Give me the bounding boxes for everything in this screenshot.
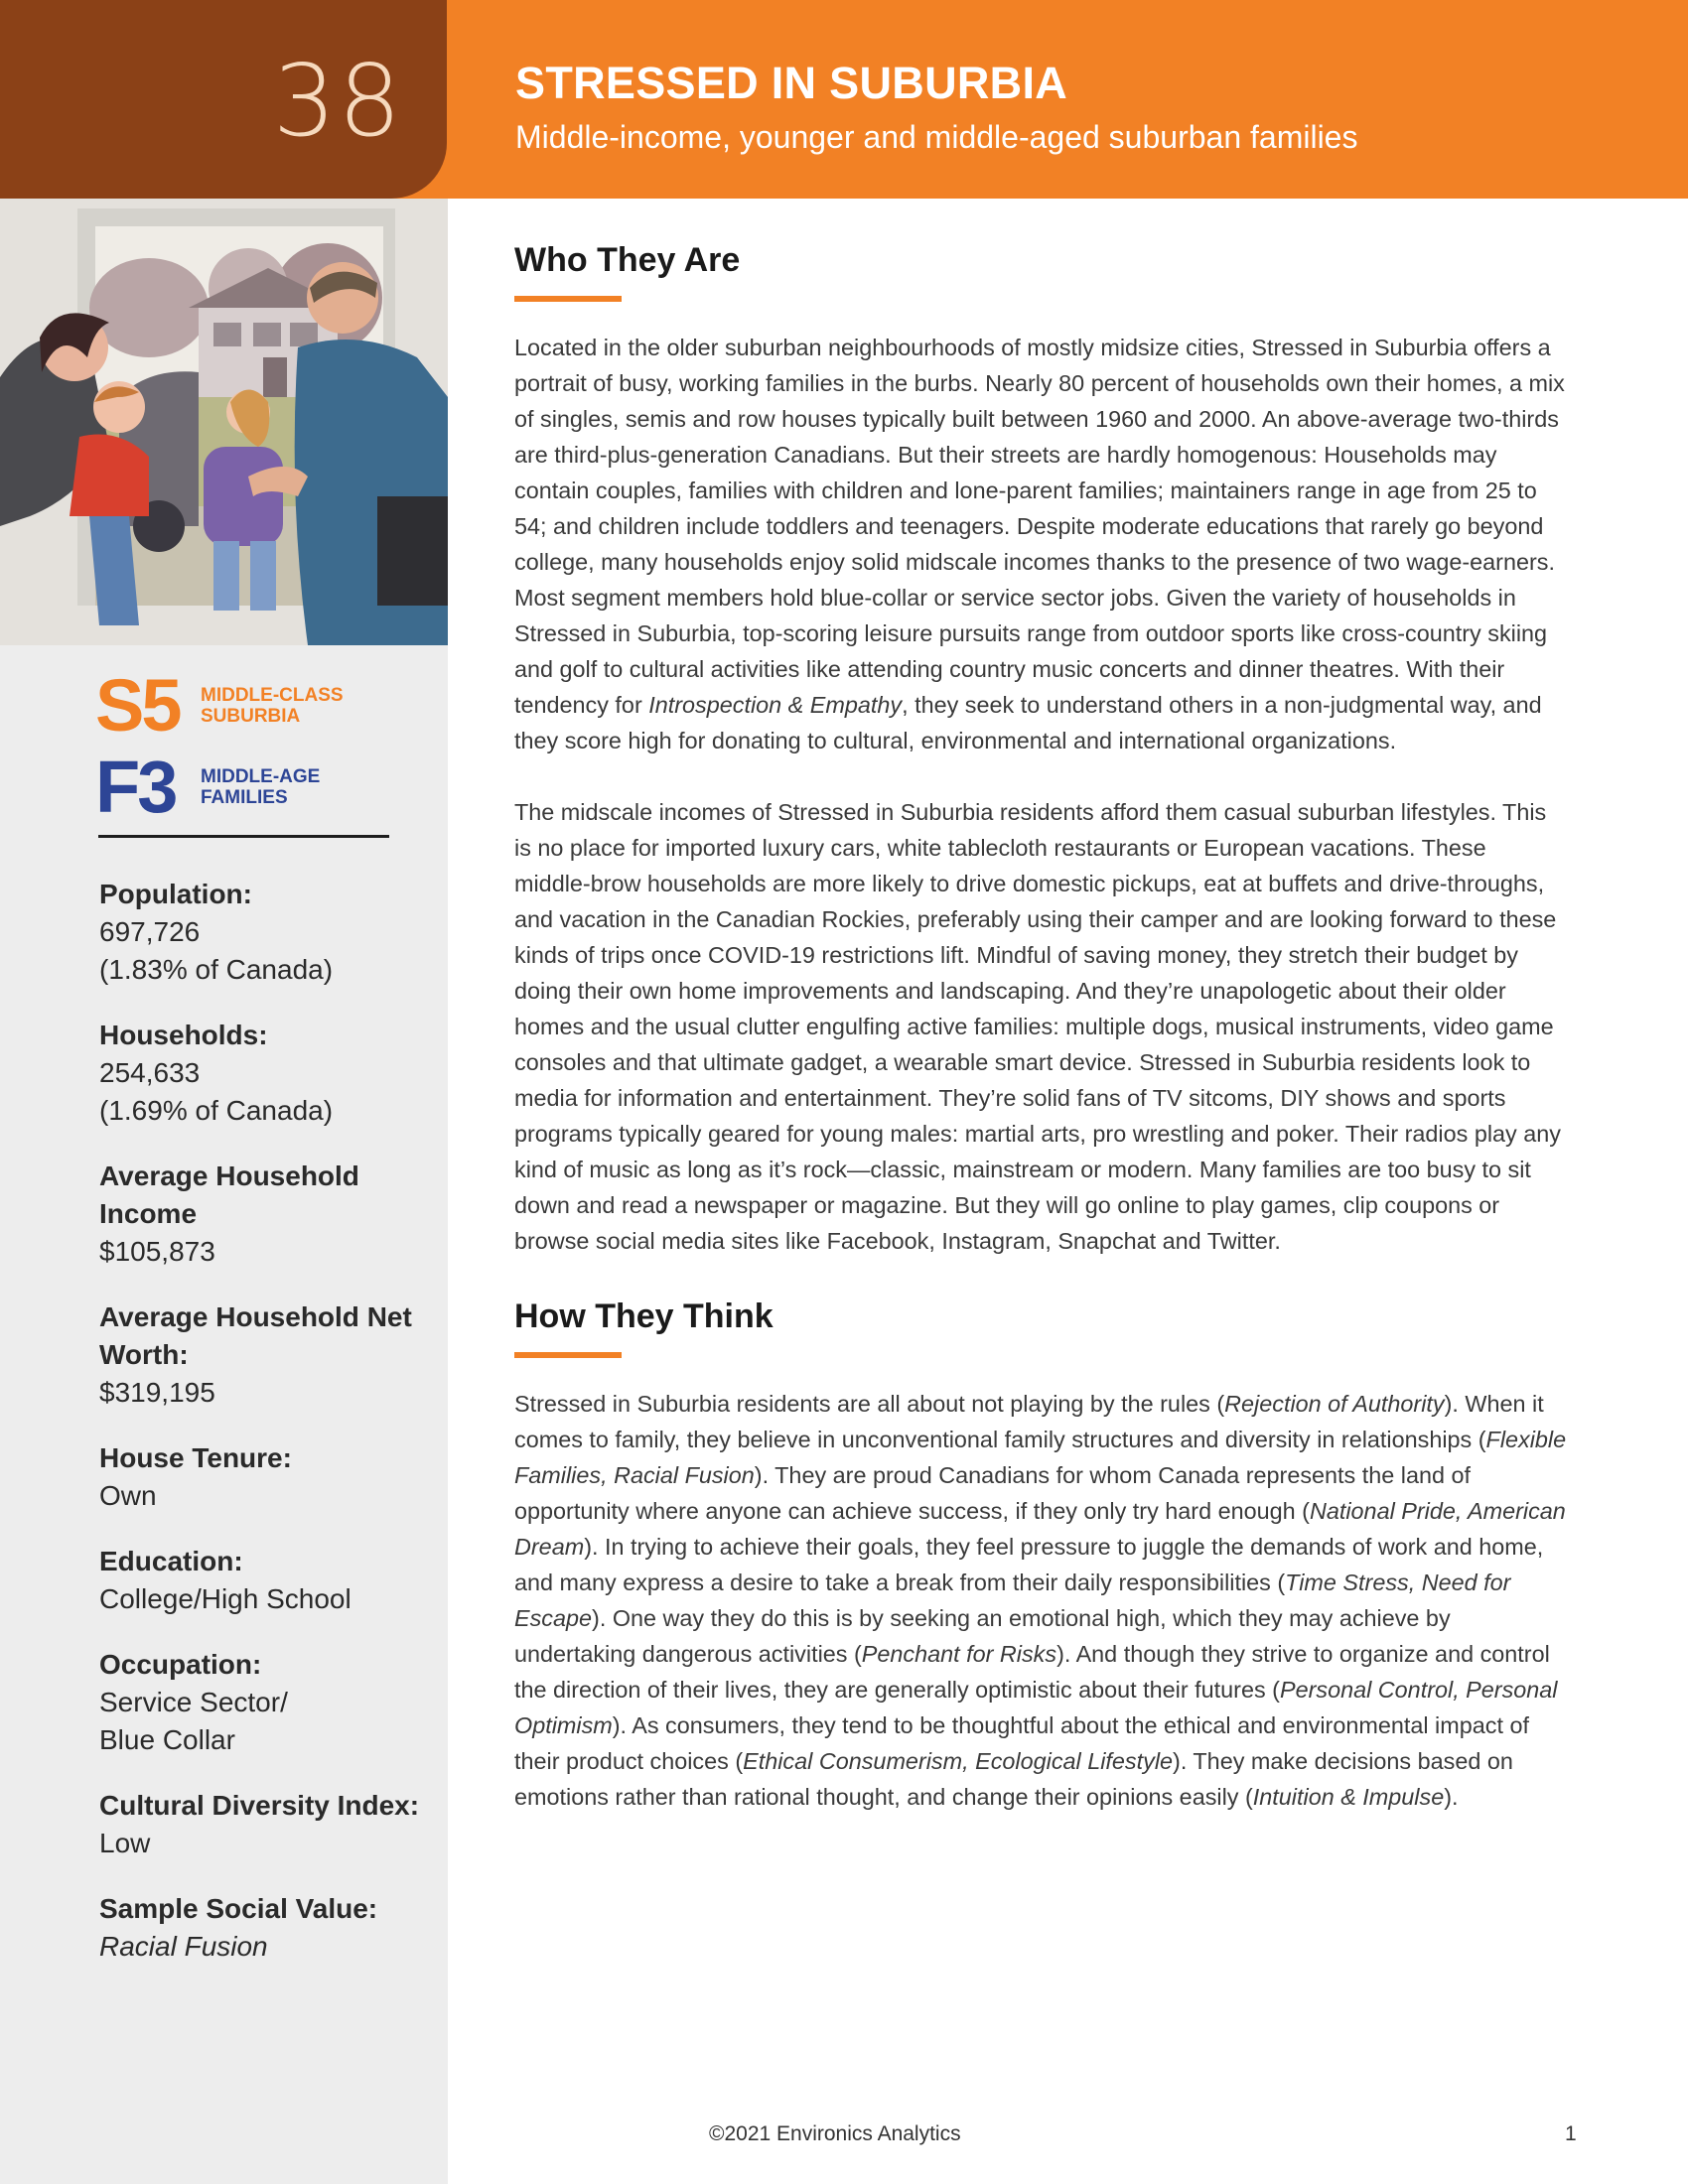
stat-label: Sample Social Value:: [99, 1893, 378, 1924]
stat-value: 697,726 (1.83% of Canada): [99, 916, 334, 985]
segment-codes: [95, 665, 393, 828]
stat-population: [99, 876, 437, 989]
stat-avg-income: [99, 1158, 437, 1271]
stat-value: Own: [99, 1480, 157, 1511]
stat-occupation: [99, 1646, 437, 1759]
lifestage-code-f3: [95, 747, 393, 828]
italic-term: Rejection of Authority: [1224, 1391, 1445, 1417]
stat-label: Education:: [99, 1546, 243, 1576]
stat-value: $319,195: [99, 1377, 215, 1408]
stat-social-value: [99, 1890, 437, 1966]
who-paragraph-1: [514, 330, 1567, 758]
page-subtitle: Middle-income, younger and middle-aged suburban families: [515, 119, 1358, 155]
stats-list: [99, 876, 437, 1993]
stat-label: Households:: [99, 1020, 268, 1050]
stat-tenure: [99, 1439, 437, 1515]
stat-households: [99, 1017, 437, 1130]
who-paragraph-2: The midscale incomes of Stressed in Suburbia residents afford them casual suburban lifestyles. This is no place for imported luxury cars, white tablecloth restaurants or European vacations. These middle-brow households are more likely to drive domestic pickups, eat at buffets and drive-throughs, and vacation in the Canadian Rockies, preferably using their camper and are looking forward to these kinds of trips once COVID-19 restrictions lift. Mindful of saving money, they stretch their budget by doing their own home improvements and landscaping. And they’re unapologetic about their older homes and the usual clutter engulfing active families: multiple dogs, musical instruments, video game consoles and that ultimate gadget, a wearable smart device. Stressed in Suburbia residents look to media for information and entertainment. They’re solid fans of TV sitcoms, DIY shows and sports programs typically geared for young males: martial arts, pro wrestling and poker. Their radios play any kind of music as long as it’s rock—classic, mainstream or modern. Many families are too busy to sit down and read a newspaper or magazine. But they will go online to play games, clip coupons or browse social media sites like Facebook, Instagram, Snapchat and Twitter.: [514, 799, 1561, 1254]
footer-page-number: 1: [1565, 2122, 1577, 2145]
code-s5: S5: [95, 664, 180, 747]
italic-term: Time Stress, Need for Escape: [514, 1570, 1511, 1631]
italic-term: Intuition & Impulse: [1252, 1784, 1445, 1810]
footer-copyright: ©2021 Environics Analytics: [709, 2122, 961, 2145]
stat-value: Racial Fusion: [99, 1931, 268, 1962]
text-span: ). They are proud Canadians for whom Canada represents the land of opportunity where anyone can achieve success, if they only try hard enough (: [514, 1462, 1471, 1524]
stat-label: Population:: [99, 879, 252, 909]
stat-value: College/High School: [99, 1583, 352, 1614]
stat-label: House Tenure:: [99, 1442, 292, 1473]
section-accent-bar: [514, 296, 622, 302]
stat-value: $105,873: [99, 1236, 215, 1267]
stat-label: Cultural Diversity Index:: [99, 1790, 420, 1821]
italic-term: Personal Control, Personal Optimism: [514, 1677, 1558, 1738]
stat-net-worth: [99, 1298, 437, 1412]
stat-label: Average Household Income: [99, 1160, 359, 1229]
text-span: Stressed in Suburbia residents are all about not playing by the rules (: [514, 1391, 1225, 1417]
section-title-think: How They Think: [514, 1297, 774, 1335]
code-f3-label: MIDDLE-AGE FAMILIES: [201, 766, 321, 808]
segment-number: 38: [272, 43, 403, 159]
section-accent-bar: [514, 1352, 622, 1358]
text-span: ).: [1444, 1784, 1459, 1810]
stat-value: Service Sector/ Blue Collar: [99, 1687, 288, 1755]
family-illustration: [0, 199, 448, 645]
italic-term: Flexible Families, Racial Fusion: [514, 1427, 1567, 1488]
text-span: ). One way they do this is by seeking an emotional high, which they may achieve by undertaking dangerous activities (: [514, 1605, 1451, 1667]
italic-term: Penchant for Risks: [861, 1641, 1057, 1667]
text-span: , they seek to understand others in a non-judgmental way, and they score high for donating to cultural, environmental and international organizations.: [514, 692, 1542, 753]
text-span: ). As consumers, they tend to be thoughtful about the ethical and environmental impact of their product choices (: [514, 1712, 1529, 1774]
stat-value: 254,633 (1.69% of Canada): [99, 1057, 334, 1126]
stat-value: Low: [99, 1828, 151, 1858]
text-span: Located in the older suburban neighbourhoods of mostly midsize cities, Stressed in Suburbia offers a portrait of busy, working families in the burbs. Nearly 80 percent of households own their homes, a mix of singles, semis and row houses typically built between 1960 and 2000. An above-average two-thirds are third-plus-generation Canadians. But their streets are hardly homogenous: Households may contain couples, families with children and lone-parent families; maintainers range in age from 25 to 54; and children include toddlers and teenagers. Despite moderate educations that rarely go beyond college, many households enjoy solid midscale incomes thanks to the presence of two wage-earners. Most segment members hold blue-collar or service sector jobs. Given the variety of households in Stressed in Suburbia, top-scoring leisure pursuits range from outdoor sports like cross-country skiing and golf to cultural activities like attending country music concerts and dinner theatres. With their tendency for: [514, 335, 1565, 718]
italic-term: Ethical Consumerism, Ecological Lifestyle: [743, 1748, 1174, 1774]
section-title-who: Who They Are: [514, 241, 741, 279]
italic-term: National Pride, American Dream: [514, 1498, 1566, 1560]
lifestage-code-s5: [95, 665, 393, 747]
text-span: ). And though they strive to organize and control the direction of their lives, they are generally optimistic about their futures (: [514, 1641, 1550, 1703]
stat-label: Average Household Net Worth:: [99, 1301, 412, 1370]
think-paragraph: [514, 1386, 1567, 1815]
page-header: [0, 0, 1688, 199]
stat-education: [99, 1543, 437, 1618]
italic-term: Introspection & Empathy: [648, 692, 903, 718]
text-span: ). In trying to achieve their goals, they feel pressure to juggle the demands of work and home, and many express a desire to take a break from their daily responsibilities (: [514, 1534, 1544, 1595]
page-title: STRESSED IN SUBURBIA: [515, 58, 1068, 108]
code-f3: F3: [95, 746, 176, 828]
sidebar-divider: [98, 835, 389, 838]
segment-number-block: [0, 0, 447, 199]
text-span: ). They make decisions based on emotions rather than rational thought, and change their opinions easily (: [514, 1748, 1513, 1810]
sidebar: [0, 199, 448, 2184]
text-span: ). When it comes to family, they believe in unconventional family structures and diversity in relationships (: [514, 1391, 1544, 1452]
code-s5-label: MIDDLE-CLASS SUBURBIA: [201, 685, 344, 727]
main-content: [514, 238, 1567, 1850]
stat-diversity: [99, 1787, 437, 1862]
stat-label: Occupation:: [99, 1649, 262, 1680]
